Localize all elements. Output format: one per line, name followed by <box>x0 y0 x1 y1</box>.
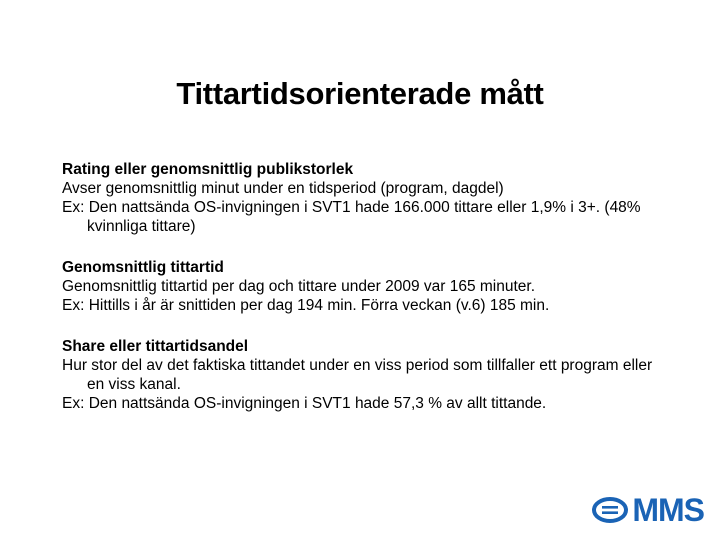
section-line: Ex: Den nattsända OS-invigningen i SVT1 hade 57,3 % av allt tittande. <box>62 395 547 412</box>
section-line: Ex: Den nattsända OS-invigningen i SVT1 hade 166.000 tittare eller 1,9% i 3+. (48% kvinnliga tittare) <box>62 199 641 235</box>
slide-title: Tittartidsorienterade mått <box>176 76 544 111</box>
section-line: Avser genomsnittlig minut under en tidsperiod (program, dagdel) <box>62 180 504 197</box>
section-viewing-time <box>62 258 672 315</box>
section-share <box>62 337 672 413</box>
section-heading: Genomsnittlig tittartid <box>62 259 224 276</box>
mms-logo-icon <box>592 497 628 523</box>
mms-logo <box>592 490 704 530</box>
section-line: Genomsnittlig tittartid per dag och tittare under 2009 var 165 minuter. <box>62 278 536 295</box>
section-line: Hur stor del av det faktiska tittandet under en viss period som tillfaller ett program eller en viss kanal. <box>62 357 653 393</box>
section-line: Ex: Hittills i år är snittiden per dag 194 min. Förra veckan (v.6) 185 min. <box>62 297 550 314</box>
section-heading: Share eller tittartidsandel <box>62 338 249 355</box>
section-heading: Rating eller genomsnittlig publikstorlek <box>62 161 354 178</box>
slide-content <box>62 160 672 435</box>
logo-text: MMS <box>632 492 704 528</box>
section-rating <box>62 160 672 236</box>
